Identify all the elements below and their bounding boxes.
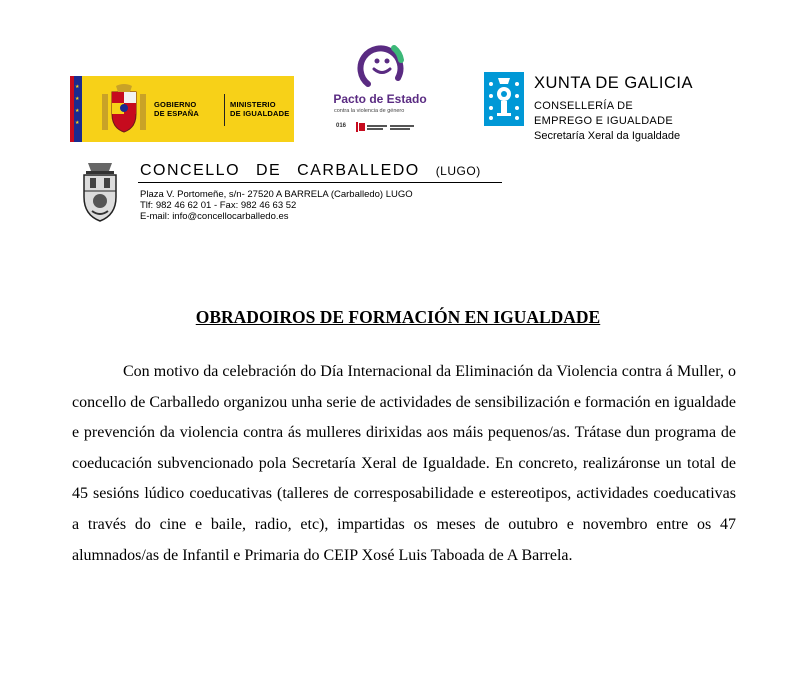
concello-phone: Tlf: 982 46 62 01 - Fax: 982 46 63 52 [140,200,297,211]
smile-circle-icon [346,40,416,92]
carballedo-coat-of-arms-icon [80,161,120,223]
concello-name: CONCELLO DE CARBALLEDO [140,162,420,179]
concello-address: Plaza V. Portomeñe, s/n- 27520 A BARRELA (Carballedo) LUGO [140,189,413,200]
ministry-text-line1: MINISTERIO [230,100,276,109]
gobierno-espana-logo [70,76,294,142]
galicia-shield-icon [484,72,524,126]
xunta-secretariat: Secretaría Xeral da Igualdade [534,130,681,142]
xunta-de-galicia-logo [484,72,724,152]
pacto-phone: 016 [336,123,347,129]
xunta-department-line1: CONSELLERÍA DE [534,100,633,112]
svg-text:★: ★ [75,85,80,90]
svg-text:★: ★ [75,109,80,114]
concello-title [140,162,481,180]
xunta-name: XUNTA DE GALICIA [534,74,693,92]
document-paragraph: Con motivo da celebración do Día Internacional da Eliminación da Violencia contra á Muller, o concello de Carballedo organizou unha serie de actividades de sensibilización e formación en igualdade e prevención da violencia contra ás mulleres dirixidas aos máis pequenos/as. Trátase dun programa de coeducación subvencionado pola Secretaría Xeral de Igualdade. En concreto, realizáronse un total de 45 sesións lúdico coeducativas (talleres de corresposabilidade e estereotipos, actividades coeducativas a través do cine e baile, radio, etc), impartidas os meses de outubro e novembro entre os 47 alumnados/as de Infantil e Primaria do CEIP Xosé Luis Taboada de A Barrela. [72,363,736,564]
concello-province: (LUGO) [435,164,481,178]
gov-text-line1: GOBIERNO [154,100,197,109]
concello-divider [138,182,502,183]
gov-text-line2: DE ESPAÑA [154,109,200,118]
svg-text:★: ★ [75,121,80,126]
concello-email: E-mail: info@concellocarballedo.es [140,211,289,222]
spain-coat-of-arms-icon [100,84,148,136]
svg-text:★: ★ [75,97,80,102]
gobierno-mini-logo-icon [356,122,426,134]
pacto-subtitle: contra la violencia de género [334,108,405,114]
document-body [72,357,736,571]
document-heading: OBRADOIROS DE FORMACIÓN EN IGUALDADE [195,307,601,327]
eu-flag-strip [74,76,82,142]
pacto-de-estado-logo [330,40,435,140]
xunta-department-line2: EMPREGO E IGUALDADE [534,115,673,127]
ministry-text-line2: DE IGUALDADE [230,109,290,118]
pacto-title: Pacto de Estado [333,92,427,106]
